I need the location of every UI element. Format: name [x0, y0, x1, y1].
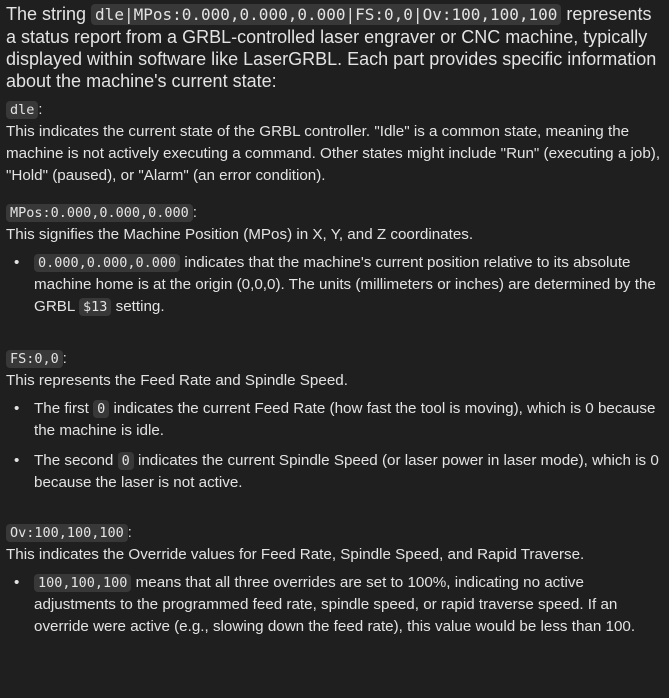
intro-post: represents a status report from a GRBL-controlled laser engraver or CNC machine, typically displayed within software like LaserGRBL. Each part provides specific information about the machine's current state: — [6, 4, 657, 91]
list-item-text: means that all three overrides are set to 100%, indicating no active adjustments to the programmed feed rate, spindle speed, or rapid traverse speed. If an override were active (e.g., slowing down the feed rate), this value would be less than 100. — [34, 574, 636, 635]
section-ov — [6, 522, 663, 638]
bullet-list — [6, 398, 663, 494]
heading-code: Ov:100,100,100 — [6, 524, 128, 542]
section-description: This represents the Feed Rate and Spindle Speed. — [6, 372, 348, 389]
section-mpos — [6, 202, 663, 318]
intro-pre: The string — [6, 4, 92, 24]
section-heading — [6, 348, 663, 370]
heading-colon: : — [62, 351, 67, 367]
section-description: This signifies the Machine Position (MPos) in X, Y, and Z coordinates. — [6, 226, 474, 243]
status-string-code: dle|MPos:0.000,0.000,0.000|FS:0,0|Ov:100,100,100 — [91, 4, 561, 25]
list-item — [6, 450, 663, 494]
inline-code: 0.000,0.000,0.000 — [34, 254, 180, 272]
heading-code: FS:0,0 — [6, 350, 63, 368]
inline-code: 100,100,100 — [34, 574, 131, 592]
heading-colon: : — [192, 205, 197, 221]
bullet-list — [6, 252, 663, 318]
list-item — [6, 572, 663, 638]
bullet-list — [6, 572, 663, 638]
list-item-text: indicates the current Feed Rate (how fast the tool is moving), which is 0 because the machine is idle. — [34, 400, 656, 439]
section-fs — [6, 348, 663, 494]
inline-code: $13 — [79, 298, 111, 316]
list-item-text: indicates the current Spindle Speed (or laser power in laser mode), which is 0 because the laser is not active. — [34, 452, 659, 491]
list-item — [6, 252, 663, 318]
list-item-text: The first — [34, 400, 94, 417]
inline-code: 0 — [118, 452, 134, 470]
section-description: This indicates the Override values for Feed Rate, Spindle Speed, and Rapid Traverse. — [6, 546, 585, 563]
inline-code: 0 — [93, 400, 109, 418]
heading-colon: : — [38, 102, 43, 118]
list-item-text: indicates that the machine's current position relative to its absolute machine home is at the origin (0,0,0). The units (millimeters or inches) are determined by the GRBL — [34, 254, 656, 315]
section-state — [6, 99, 663, 187]
section-heading — [6, 522, 663, 544]
intro-paragraph — [6, 3, 663, 92]
list-item-text: setting. — [111, 298, 165, 315]
list-item-text: The second — [34, 452, 118, 469]
section-heading — [6, 99, 663, 121]
heading-code: dle — [6, 101, 38, 119]
list-item — [6, 398, 663, 442]
section-description: This indicates the current state of the GRBL controller. "Idle" is a common state, meaning the machine is not actively executing a command. Other states might include "Run" (executing a job), "Hold" (paused), or "Alarm" (an error condition). — [6, 123, 661, 184]
heading-code: MPos:0.000,0.000,0.000 — [6, 204, 193, 222]
heading-colon: : — [127, 525, 132, 541]
section-heading — [6, 202, 663, 224]
